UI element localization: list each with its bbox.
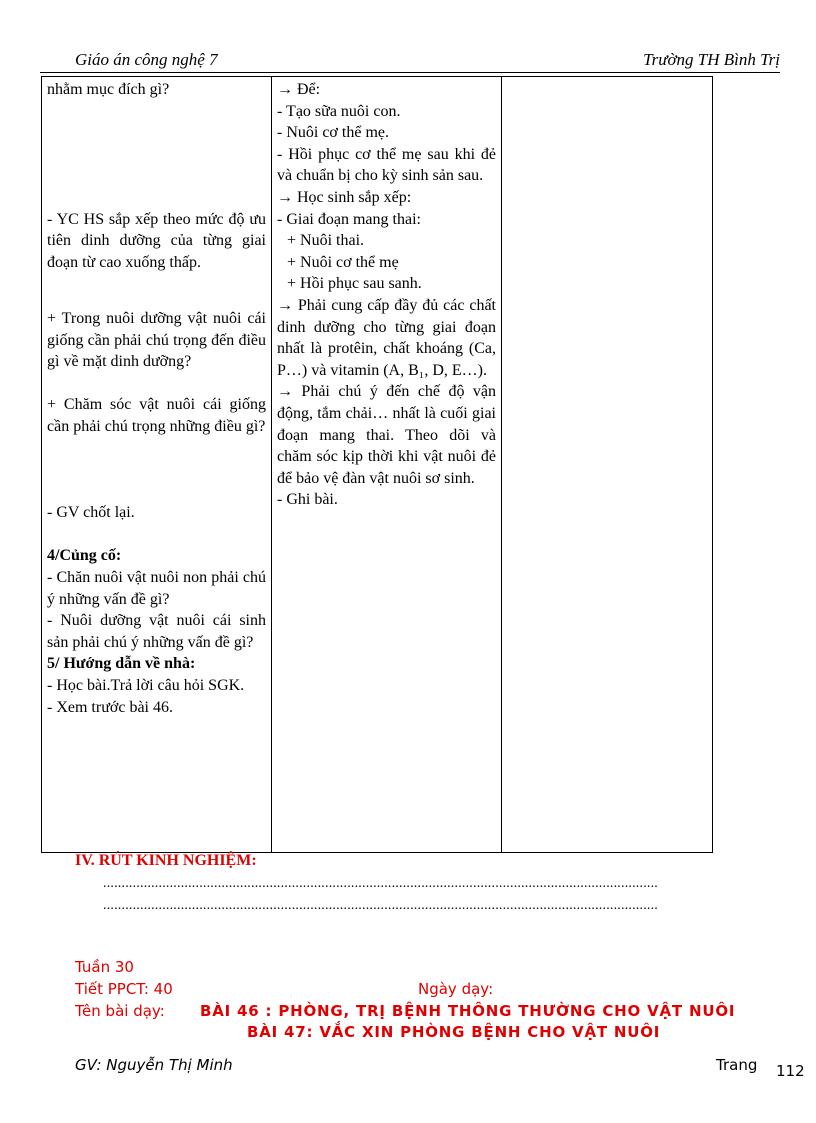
col1-paragraph: - Xem trước bài 46. — [47, 698, 173, 716]
table-row — [42, 77, 713, 853]
teacher-name: GV: Nguyễn Thị Minh — [75, 1056, 233, 1074]
header-right: Trường TH Bình Trị — [643, 50, 780, 69]
spacer — [47, 273, 266, 308]
header-left: Giáo án công nghệ 7 — [75, 50, 218, 69]
spacer — [47, 524, 266, 546]
col2-paragraph: → Phải chú ý đến chế độ vận động, tắm chải… nhất là cuối giai đoạn mang thai. Theo dõi và chăm sóc kịp thời khi vật nuôi đẻ để bảo vệ đàn vật nuôi sơ sinh. — [277, 383, 496, 487]
period-label: Tiết PPCT: 40 — [75, 980, 173, 998]
col2-paragraph: - Giai đoạn mang thai: — [277, 210, 421, 228]
col2-paragraph: + Nuôi thai. — [287, 232, 365, 250]
lesson-table — [41, 76, 713, 853]
col2-paragraph: → Học sinh sắp xếp: — [277, 188, 412, 206]
col2-paragraph: → Phải cung cấp đầy đủ các chất dinh dưỡng cho từng giai đoạn nhất là protêin, chất khoáng (Ca, P…) và vitamin (A, B₁, D, E…). — [277, 296, 496, 379]
lesson-title-2: BÀI 47: VẮC XIN PHÒNG BỆNH CHO VẬT NUÔI — [247, 1023, 661, 1041]
col2-paragraph: - Hồi phục cơ thể mẹ sau khi đẻ và chuẩn bị cho kỳ sinh sản sau. — [277, 145, 496, 185]
page-label: Trang — [716, 1056, 758, 1074]
col1-paragraph: + Trong nuôi dưỡng vật nuôi cái giống cần phải chú trọng đến điều gì về mặt dinh dưỡng? — [47, 309, 266, 371]
content-column — [502, 77, 713, 853]
page-number: 112 — [776, 1062, 805, 1080]
col2-paragraph: - Nuôi cơ thể mẹ. — [277, 124, 389, 142]
col2-paragraph: - Tạo sữa nuôi con. — [277, 102, 401, 120]
section-title: IV. RÚT KINH NGHIỆM: — [75, 852, 257, 869]
col1-paragraph: nhằm mục đích gì? — [47, 81, 170, 98]
dotted-line-1: ...................................................................................................................................................... — [103, 876, 658, 891]
col1-paragraph: - YC HS sắp xếp theo mức độ ưu tiên dinh dưỡng của từng giai đoạn từ cao xuống thấp. — [47, 210, 266, 271]
spacer — [47, 373, 266, 395]
lesson-name-label: Tên bài dạy: — [75, 1002, 165, 1020]
lesson-title-1: BÀI 46 : PHÒNG, TRỊ BỆNH THÔNG THƯỜNG CHO VẬT NUÔI — [200, 1002, 736, 1020]
col2-paragraph: - Ghi bài. — [277, 491, 338, 509]
col1-paragraph: 4/Củng cố: — [47, 547, 122, 565]
col2-paragraph: → Để: — [277, 81, 321, 98]
col1-paragraph: 5/ Hướng dẫn về nhà: — [47, 655, 196, 673]
header-rule — [40, 72, 780, 73]
col1-paragraph: - Chăn nuôi vật nuôi non phải chú ý những vấn đề gì? — [47, 569, 266, 608]
col2-paragraph: + Nuôi cơ thể mẹ — [287, 253, 399, 271]
col1-paragraph: - Nuôi dưỡng vật nuôi cái sinh sản phải chú ý những vấn đề gì? — [47, 612, 266, 651]
spacer — [47, 437, 266, 502]
col1-paragraph: - Học bài.Trả lời câu hỏi SGK. — [47, 677, 245, 695]
dotted-line-2: ...................................................................................................................................................... — [103, 898, 658, 913]
student-activity-column — [272, 77, 502, 853]
col1-paragraph: - GV chốt lại. — [47, 504, 135, 522]
col1-paragraph: + Chăm sóc vật nuôi cái giống cần phải chú trọng những điều gì? — [47, 396, 266, 435]
week-label: Tuần 30 — [75, 958, 134, 976]
date-label: Ngày dạy: — [418, 980, 494, 998]
teacher-activity-column — [42, 77, 272, 853]
spacer — [47, 101, 266, 209]
col2-paragraph: + Hồi phục sau sanh. — [287, 275, 422, 293]
